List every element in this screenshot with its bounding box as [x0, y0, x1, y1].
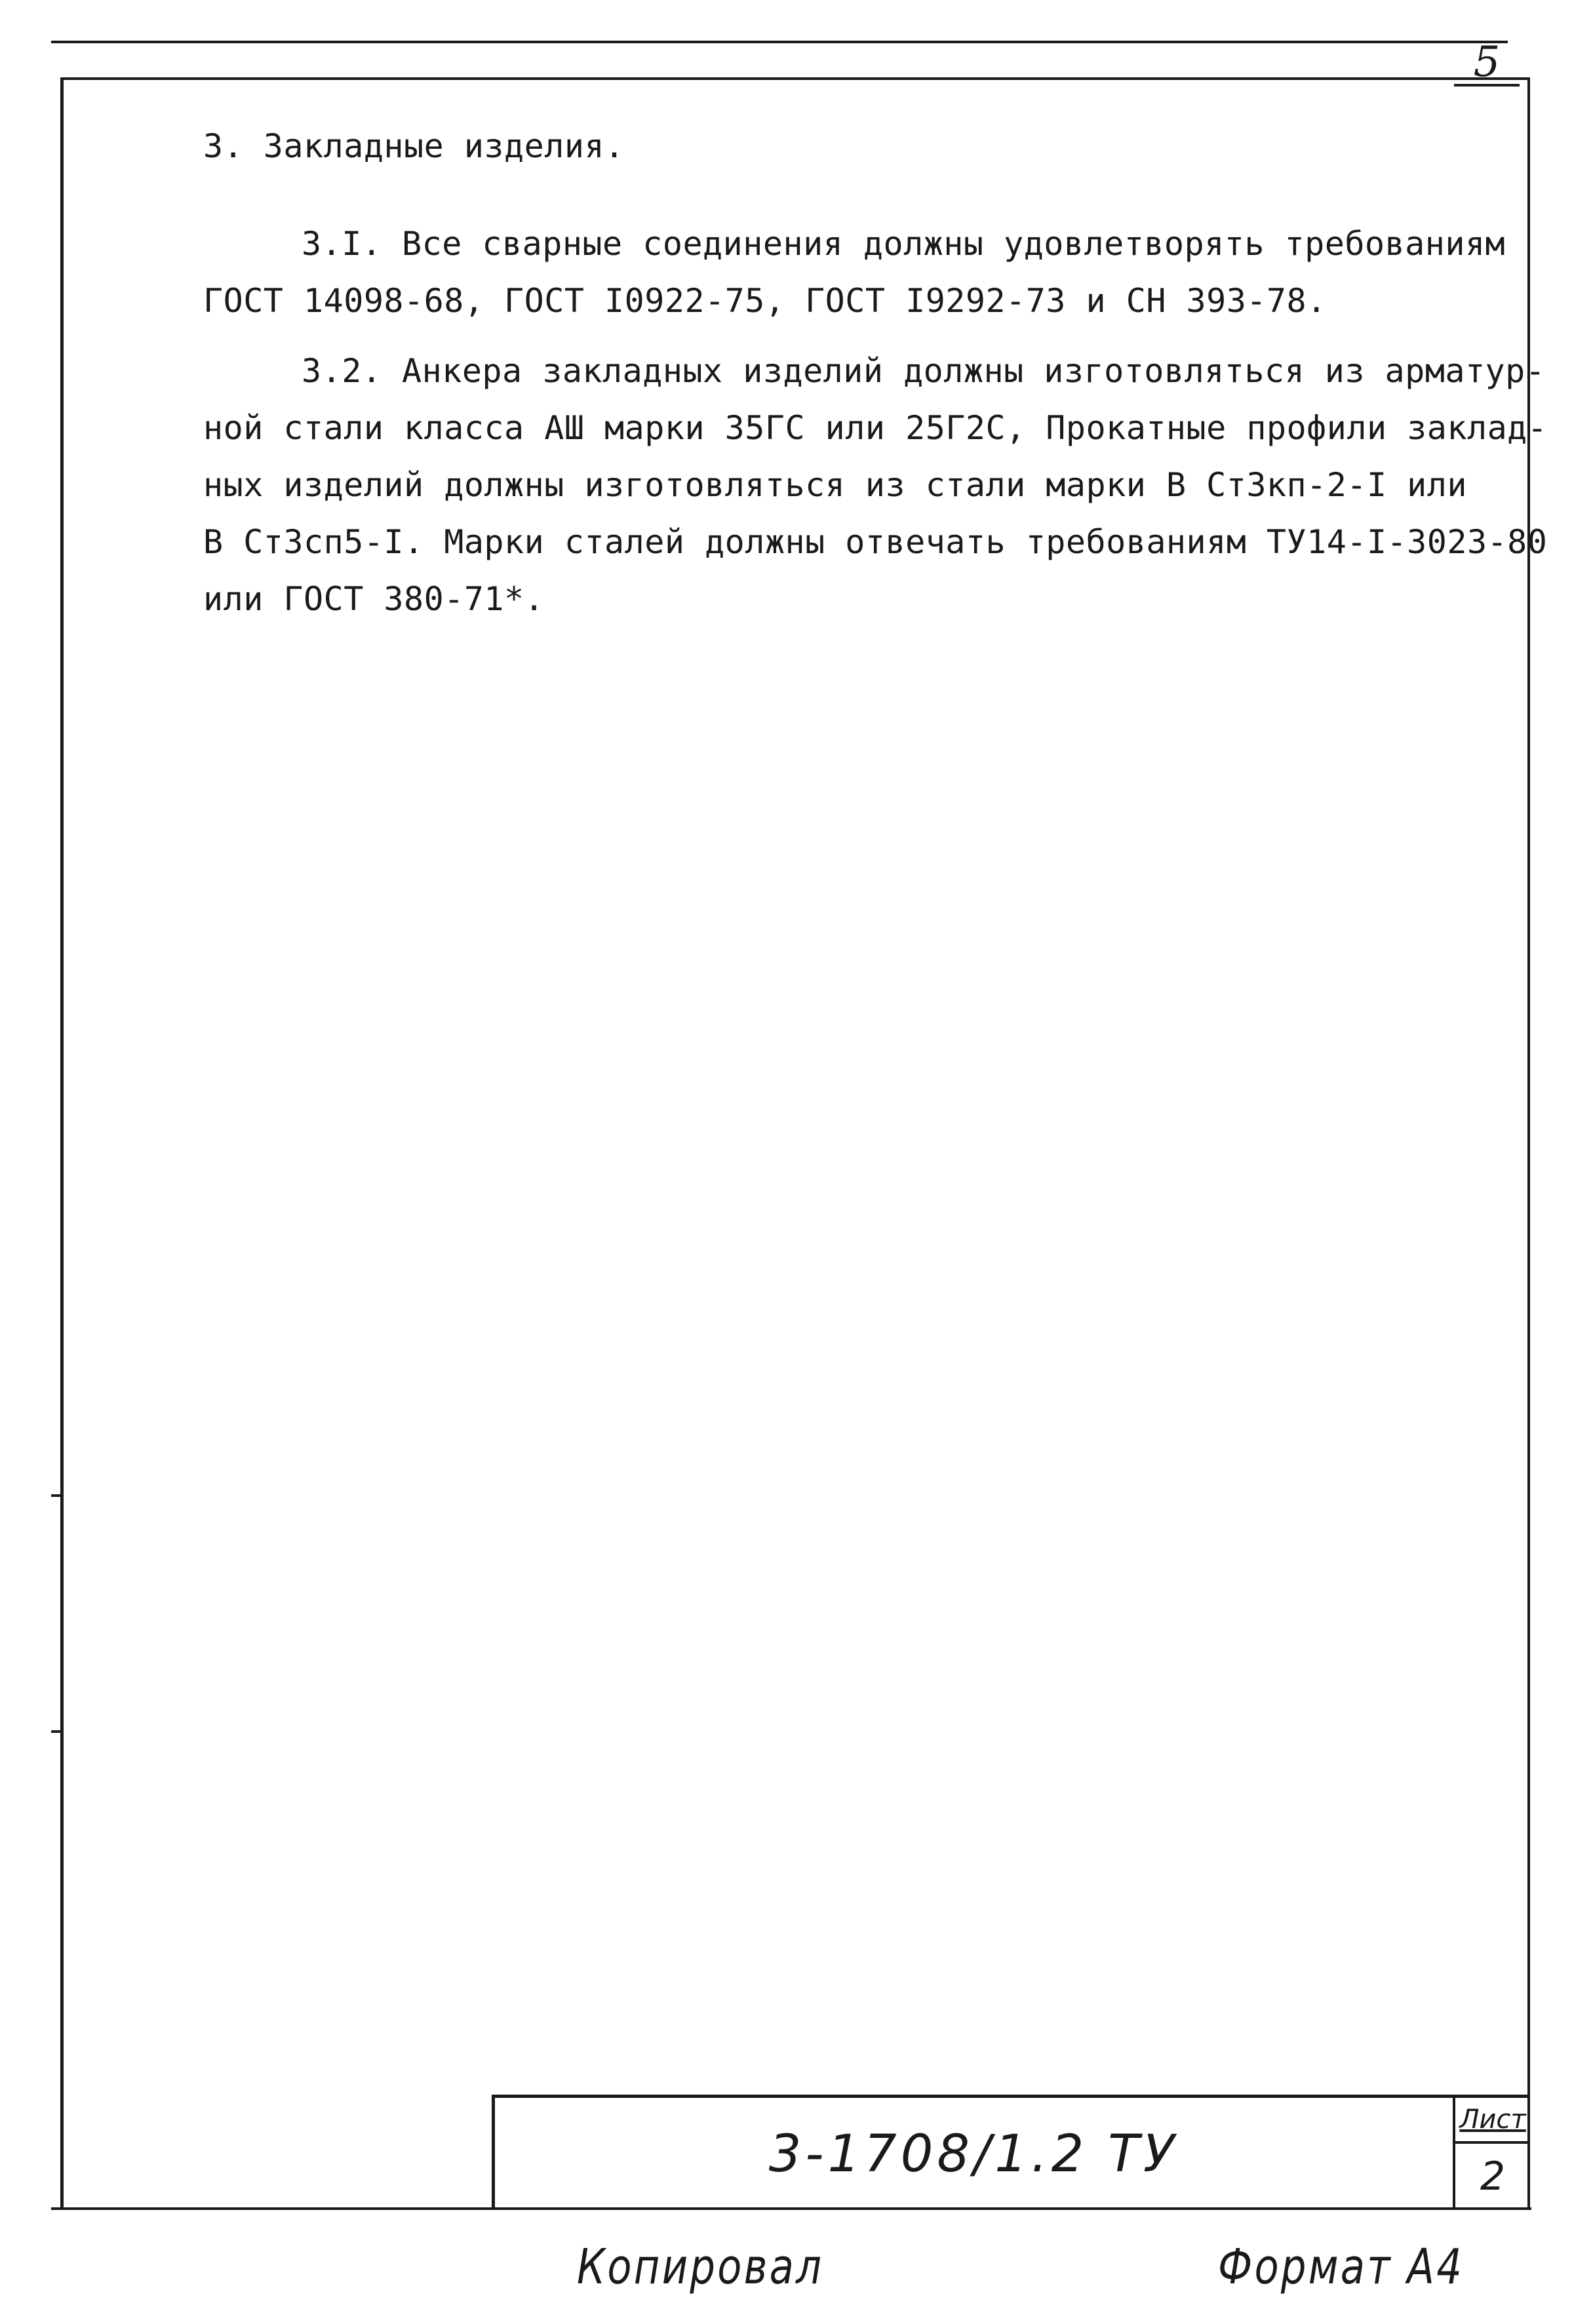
title-block	[492, 2095, 1530, 2210]
sheet-box	[1453, 2098, 1530, 2210]
sheet-label: Лист	[1455, 2098, 1530, 2144]
text-line: 3.2. Анкера закладных изделий должны изготовляться из арматур-	[302, 352, 1546, 390]
text-line: или ГОСТ 380-71*.	[203, 580, 545, 618]
top-rule	[51, 41, 1508, 43]
text-line: ГОСТ 14098-68, ГОСТ I0922-75, ГОСТ I9292-73 и СН 393-78.	[203, 282, 1327, 320]
section-heading: 3. Закладные изделия.	[203, 127, 625, 165]
format-label: Формат А4	[1218, 2239, 1465, 2295]
text-line: ной стали класса АШ марки 35ГС или 25Г2С, Прокатные профили заклад-	[203, 409, 1548, 447]
paragraph-3-2	[105, 343, 1548, 628]
text-line: ных изделий должны изготовляться из стали марки В Ст3кп-2-I или	[203, 466, 1467, 504]
document-code: 3-1708/1.2 ТУ	[768, 2124, 1179, 2184]
copied-by-label: Копировал	[577, 2239, 824, 2295]
edge-mark	[51, 1730, 60, 1733]
document-body	[105, 118, 1548, 628]
paragraph-3-1	[105, 216, 1506, 330]
edge-mark	[51, 1494, 60, 1497]
sheet-number: 2	[1480, 2154, 1506, 2199]
text-line: 3.I. Все сварные соединения должны удовлетворять требованиям	[302, 225, 1506, 263]
text-line: В Ст3сп5-I. Марки сталей должны отвечать требованиям ТУ14-I-3023-80	[203, 523, 1548, 561]
page-number: 5	[1454, 41, 1520, 87]
